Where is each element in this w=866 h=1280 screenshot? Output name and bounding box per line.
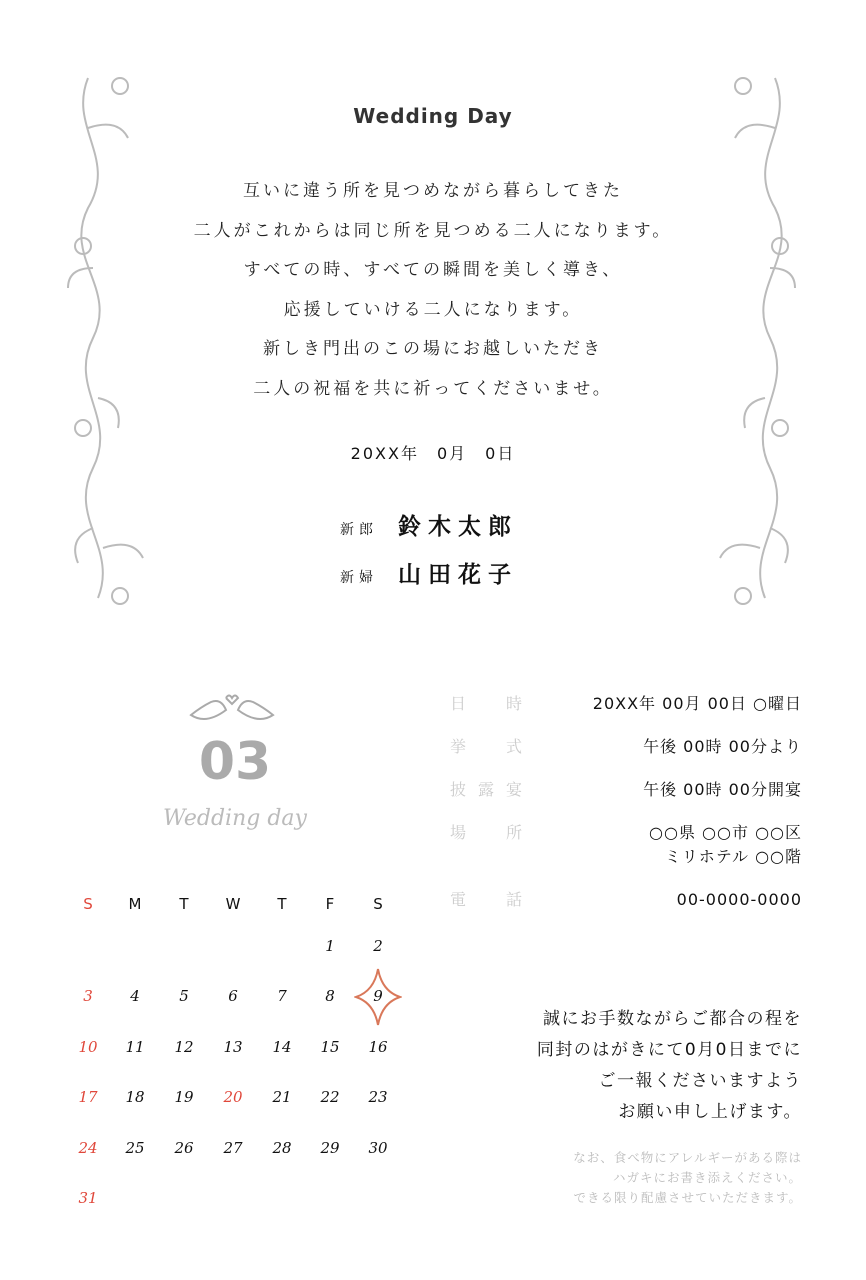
groom-name: 鈴木太郎 — [398, 514, 518, 540]
calendar-day: 4 — [130, 987, 140, 1006]
calendar-day: 9 — [373, 987, 383, 1006]
calendar-day: 16 — [368, 1037, 388, 1056]
page-title: Wedding Day — [353, 104, 513, 128]
calendar-day: 5 — [179, 987, 189, 1006]
detail-row — [450, 692, 802, 716]
detail-value — [643, 778, 802, 802]
calendar-day: 19 — [174, 1088, 194, 1107]
detail-label-char: 挙 — [450, 737, 467, 756]
bride-name: 山田花子 — [398, 562, 518, 588]
weekday-header: W — [225, 895, 241, 913]
calendar-day: 13 — [223, 1037, 243, 1056]
calendar-day: 23 — [368, 1088, 388, 1107]
detail-value — [643, 735, 802, 759]
message-line: 応援していける二人になります。 — [283, 299, 583, 320]
detail-label-char: 式 — [505, 737, 522, 756]
detail-row — [450, 888, 802, 912]
detail-row — [450, 735, 802, 759]
detail-value-line: ミリホテル ○○階 — [664, 847, 802, 866]
weekday-header: T — [179, 895, 189, 913]
detail-value — [593, 692, 802, 716]
detail-label-char: 所 — [505, 823, 522, 842]
calendar-day: 18 — [125, 1088, 145, 1107]
wedding-date: 20XX年 0月 0日 — [350, 444, 516, 463]
message-line: 互いに違う所を見つめながら暮らしてきた — [243, 181, 623, 201]
allergy-line: なお、食べ物にアレルギーがある際は — [573, 1150, 802, 1165]
detail-value-line: ○○県 ○○市 ○○区 — [649, 823, 802, 842]
calendar-day: 1 — [325, 937, 335, 955]
calendar-day: 24 — [78, 1138, 98, 1157]
detail-label-char: 話 — [505, 890, 522, 909]
wedding-day-number: 03 — [198, 732, 272, 792]
calendar-day: 22 — [320, 1088, 340, 1107]
floral-vine-left-icon — [58, 68, 158, 618]
wedding-day-subtitle: Wedding day — [163, 806, 307, 831]
calendar-day: 6 — [228, 987, 238, 1006]
calendar-day: 30 — [368, 1138, 388, 1157]
detail-label — [450, 821, 522, 869]
rsvp-line: ご一報くださいますよう — [598, 1071, 802, 1091]
detail-value-line: 00-0000-0000 — [676, 890, 802, 909]
calendar-day: 20 — [223, 1088, 243, 1107]
message-line: 新しき門出のこの場にお越しいただき — [263, 339, 603, 359]
calendar-day: 26 — [174, 1138, 194, 1157]
detail-value — [677, 888, 802, 912]
calendar-day: 21 — [272, 1088, 292, 1107]
calendar-day: 25 — [125, 1138, 145, 1157]
detail-label-char: 披 — [450, 780, 467, 799]
calendar-day: 31 — [78, 1189, 98, 1207]
weekday-header: S — [83, 895, 93, 913]
calendar-day: 28 — [272, 1138, 292, 1157]
couple-names — [340, 508, 518, 604]
message-line: 二人がこれからは同じ所を見つめる二人になります。 — [193, 220, 673, 241]
allergy-line: ハガキにお書き添えください。 — [612, 1170, 802, 1185]
detail-value — [649, 821, 802, 869]
detail-label-char: 宴 — [505, 780, 522, 799]
floral-vine-right-icon — [705, 68, 805, 618]
calendar-day: 14 — [272, 1037, 292, 1056]
love-birds-icon — [186, 690, 278, 730]
detail-label-char: 露 — [477, 780, 494, 799]
detail-label — [450, 692, 522, 716]
groom-label: 新郎 — [340, 522, 378, 538]
calendar-day: 2 — [373, 937, 383, 955]
calendar-day: 10 — [78, 1037, 98, 1056]
detail-value-line: 午後 00時 00分開宴 — [643, 780, 802, 799]
detail-label-char: 日 — [450, 694, 467, 713]
detail-label-char: 時 — [505, 694, 522, 713]
weekday-header: T — [277, 895, 287, 913]
detail-row — [450, 778, 802, 802]
rsvp-note — [480, 1004, 802, 1128]
calendar-day: 17 — [78, 1088, 98, 1107]
calendar-day: 3 — [83, 987, 93, 1006]
calendar-day: 11 — [125, 1037, 145, 1056]
message-line: 二人の祝福を共に祈ってくださいませ。 — [253, 378, 613, 399]
allergy-note — [480, 1148, 802, 1208]
detail-label — [450, 735, 522, 759]
weekday-header: M — [128, 895, 142, 913]
calendar-day: 15 — [320, 1037, 340, 1056]
detail-label — [450, 778, 522, 802]
rsvp-line: お願い申し上げます。 — [618, 1102, 802, 1122]
message-line: すべての時、すべての瞬間を美しく導き、 — [243, 260, 623, 280]
allergy-line: できる限り配慮させていただきます。 — [573, 1190, 802, 1205]
rsvp-line: 誠にお手数ながらご都合の程を — [543, 1009, 802, 1029]
weekday-header: F — [325, 895, 335, 913]
detail-value-line: 午後 00時 00分より — [643, 737, 802, 756]
weekday-header: S — [373, 895, 383, 913]
calendar-day: 29 — [320, 1138, 340, 1157]
calendar-day: 8 — [325, 987, 335, 1006]
detail-value-line: 20XX年 00月 00日 ○曜日 — [592, 694, 802, 713]
detail-label-char: 電 — [450, 890, 467, 909]
rsvp-line: 同封のはがきにて0月0日までに — [536, 1040, 802, 1060]
detail-label-char: 場 — [450, 823, 467, 842]
calendar-day: 27 — [223, 1138, 243, 1157]
calendar-day: 12 — [174, 1037, 194, 1056]
bride-label: 新婦 — [340, 570, 378, 586]
event-details — [450, 692, 802, 931]
calendar-day: 7 — [277, 987, 287, 1006]
detail-label — [450, 888, 522, 912]
detail-row — [450, 821, 802, 869]
